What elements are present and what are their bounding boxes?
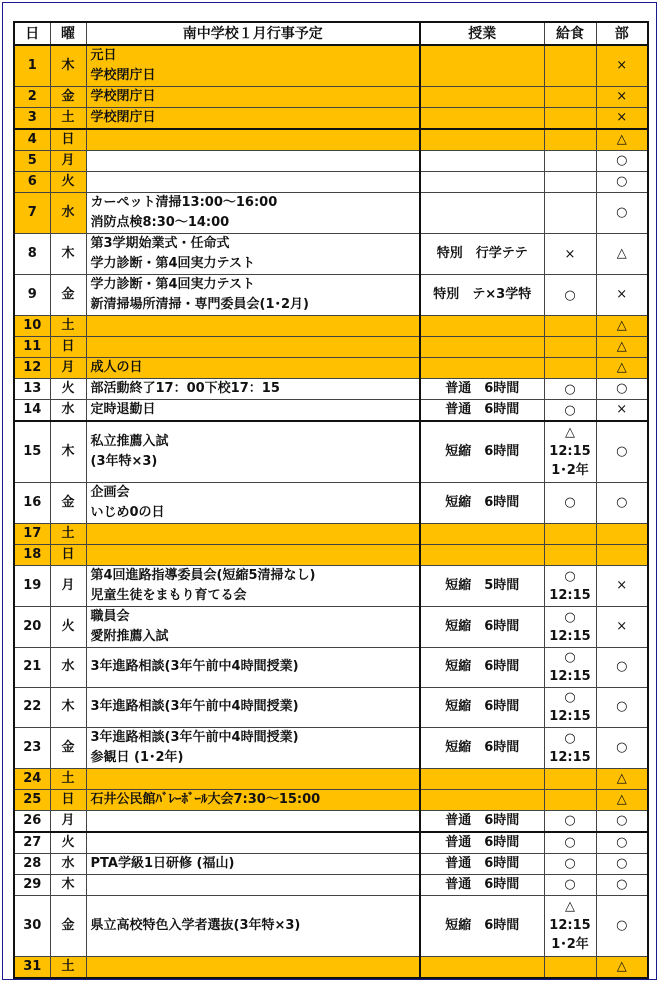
class-cell	[420, 108, 544, 130]
table-row	[14, 956, 648, 978]
event-cell	[86, 316, 420, 337]
class-cell: 短縮 6時間	[420, 421, 544, 482]
event-text: 3年進路相談(3年午前中4時間授業)	[90, 699, 299, 714]
lunch-cell	[544, 606, 596, 647]
weekday-cell: 水	[50, 400, 86, 422]
table-row	[14, 544, 648, 565]
date-cell: 2	[14, 87, 50, 108]
table-row	[14, 400, 648, 422]
lunch-cell	[544, 379, 596, 400]
weekday-cell: 水	[50, 647, 86, 687]
lunch-cell	[544, 727, 596, 768]
weekday-cell: 木	[50, 234, 86, 275]
lunch-cell	[544, 193, 596, 234]
table-row	[14, 337, 648, 358]
event-cell	[86, 544, 420, 565]
lunch-cell	[544, 544, 596, 565]
table-row	[14, 316, 648, 337]
club-cell: ×	[596, 45, 648, 87]
weekday-cell: 日	[50, 789, 86, 810]
event-text: 企画会	[90, 484, 130, 500]
table-row	[14, 482, 648, 523]
club-cell: ×	[596, 108, 648, 130]
class-cell: 普通 6時間	[420, 810, 544, 832]
event-cell	[86, 874, 420, 895]
table-row	[14, 768, 648, 789]
lunch-text: 1･2年	[551, 463, 589, 479]
class-cell: 短縮 6時間	[420, 727, 544, 768]
weekday-cell: 火	[50, 172, 86, 193]
weekday-cell: 日	[50, 337, 86, 358]
date-cell: 8	[14, 234, 50, 275]
weekday-cell: 日	[50, 544, 86, 565]
class-cell: 短縮 6時間	[420, 687, 544, 727]
lunch-text: 12:15	[549, 918, 591, 933]
class-cell	[420, 316, 544, 337]
club-cell: △	[596, 129, 648, 151]
class-cell	[420, 151, 544, 172]
club-cell: △	[596, 358, 648, 379]
event-cell	[86, 358, 420, 379]
lunch-cell	[544, 87, 596, 108]
lunch-text: ○	[564, 877, 576, 892]
class-cell	[420, 358, 544, 379]
lunch-cell	[544, 832, 596, 854]
class-cell: 短縮 6時間	[420, 895, 544, 956]
club-cell: △	[596, 789, 648, 810]
date-cell: 3	[14, 108, 50, 130]
lunch-cell	[544, 789, 596, 810]
event-text: 元日	[90, 48, 117, 63]
lunch-cell	[544, 895, 596, 956]
club-cell: ○	[596, 482, 648, 523]
lunch-text: 12:15	[549, 587, 591, 603]
club-cell: ○	[596, 832, 648, 854]
event-cell	[86, 151, 420, 172]
weekday-cell: 月	[50, 810, 86, 832]
weekday-cell: 土	[50, 956, 86, 978]
club-cell: △	[596, 234, 648, 275]
event-cell	[86, 523, 420, 544]
event-text: 学力診断・第4回実力テスト	[90, 256, 256, 271]
lunch-text: 12:15	[549, 444, 591, 460]
event-cell	[86, 482, 420, 523]
lunch-text: 12:15	[549, 669, 591, 684]
event-text: 学校閉庁日	[90, 89, 156, 104]
event-cell	[86, 234, 420, 275]
table-row	[14, 789, 648, 810]
lunch-cell	[544, 234, 596, 275]
lunch-cell	[544, 275, 596, 316]
event-text: 愛附推薦入試	[90, 628, 169, 644]
club-cell: ○	[596, 193, 648, 234]
event-cell	[86, 172, 420, 193]
club-cell: △	[596, 316, 648, 337]
lunch-cell	[544, 853, 596, 874]
class-cell	[420, 172, 544, 193]
class-cell: 特別 行学テテ	[420, 234, 544, 275]
lunch-cell	[544, 482, 596, 523]
club-cell: ○	[596, 810, 648, 832]
date-cell: 20	[14, 606, 50, 647]
club-cell: ○	[596, 647, 648, 687]
class-cell: 普通 6時間	[420, 379, 544, 400]
event-text: 成人の日	[90, 360, 143, 375]
table-row	[14, 275, 648, 316]
event-cell	[86, 45, 420, 87]
event-text: いじめ0の日	[90, 504, 165, 520]
weekday-cell: 木	[50, 687, 86, 727]
lunch-cell	[544, 400, 596, 422]
event-cell	[86, 129, 420, 151]
header-lunch: 給食	[544, 22, 596, 45]
event-cell	[86, 87, 420, 108]
event-text: PTA学級1日研修 (福山)	[90, 855, 235, 871]
club-cell: ○	[596, 379, 648, 400]
date-cell: 4	[14, 129, 50, 151]
class-cell	[420, 193, 544, 234]
class-cell: 普通 6時間	[420, 853, 544, 874]
club-cell: ○	[596, 895, 648, 956]
date-cell: 22	[14, 687, 50, 727]
lunch-text: ○	[564, 495, 576, 510]
class-cell	[420, 87, 544, 108]
event-cell	[86, 789, 420, 810]
table-row	[14, 647, 648, 687]
class-cell	[420, 544, 544, 565]
event-text: 参観日 (1･2年)	[90, 749, 184, 765]
weekday-cell: 金	[50, 895, 86, 956]
weekday-cell: 土	[50, 108, 86, 130]
event-text: 新清掃場所清掃・専門委員会(1･2月)	[90, 297, 309, 312]
table-row	[14, 853, 648, 874]
lunch-cell	[544, 421, 596, 482]
date-cell: 12	[14, 358, 50, 379]
event-cell	[86, 956, 420, 978]
lunch-cell	[544, 108, 596, 130]
event-text: 定時退勤日	[90, 402, 156, 417]
class-cell: 特別 テ×3学特	[420, 275, 544, 316]
club-cell: ○	[596, 853, 648, 874]
club-cell: ×	[596, 565, 648, 606]
weekday-cell: 金	[50, 275, 86, 316]
table-row	[14, 193, 648, 234]
schedule-table	[13, 21, 649, 979]
event-text: 第4回進路指導委員会(短縮5清掃なし)	[90, 567, 316, 583]
date-cell: 29	[14, 874, 50, 895]
club-cell: ×	[596, 606, 648, 647]
class-cell	[420, 523, 544, 544]
club-cell	[596, 523, 648, 544]
event-text: 職員会	[90, 608, 130, 624]
event-cell	[86, 379, 420, 400]
lunch-cell	[544, 337, 596, 358]
event-cell	[86, 606, 420, 647]
class-cell	[420, 956, 544, 978]
table-row	[14, 606, 648, 647]
header-row	[14, 22, 648, 45]
weekday-cell: 月	[50, 565, 86, 606]
weekday-cell: 土	[50, 523, 86, 544]
club-cell: ○	[596, 172, 648, 193]
table-row	[14, 523, 648, 544]
lunch-text: 12:15	[549, 628, 591, 644]
lunch-text: 12:15	[549, 709, 591, 724]
class-cell: 普通 6時間	[420, 400, 544, 422]
table-row	[14, 727, 648, 768]
weekday-cell: 金	[50, 87, 86, 108]
class-cell: 短縮 5時間	[420, 565, 544, 606]
table-row	[14, 172, 648, 193]
class-cell	[420, 768, 544, 789]
table-row	[14, 87, 648, 108]
event-text: 石井公民館ﾊﾞﾚｰﾎﾞｰﾙ大会7:30～15:00	[90, 791, 321, 807]
event-cell	[86, 421, 420, 482]
header-club: 部	[596, 22, 648, 45]
lunch-text: 1･2年	[551, 937, 589, 952]
lunch-text: ○	[564, 650, 576, 665]
club-cell: △	[596, 956, 648, 978]
club-cell: ×	[596, 275, 648, 316]
event-text: 学校閉庁日	[90, 68, 156, 83]
date-cell: 23	[14, 727, 50, 768]
lunch-text: ○	[564, 813, 576, 828]
event-text: 私立推薦入試	[90, 433, 169, 449]
weekday-cell: 水	[50, 853, 86, 874]
weekday-cell: 木	[50, 45, 86, 87]
date-cell: 17	[14, 523, 50, 544]
event-text: 学校閉庁日	[90, 110, 156, 125]
club-cell: ×	[596, 87, 648, 108]
class-cell: 短縮 6時間	[420, 647, 544, 687]
table-row	[14, 129, 648, 151]
date-cell: 11	[14, 337, 50, 358]
date-cell: 30	[14, 895, 50, 956]
event-cell	[86, 193, 420, 234]
weekday-cell: 月	[50, 358, 86, 379]
club-cell: ○	[596, 727, 648, 768]
weekday-cell: 木	[50, 874, 86, 895]
lunch-text: ○	[564, 856, 576, 871]
lunch-text: ×	[564, 246, 576, 262]
event-text: 学力診断・第4回実力テスト	[90, 277, 256, 292]
event-cell	[86, 727, 420, 768]
lunch-cell	[544, 565, 596, 606]
club-cell: ×	[596, 400, 648, 422]
date-cell: 7	[14, 193, 50, 234]
lunch-cell	[544, 129, 596, 151]
table-title: 南中学校１月行事予定	[86, 22, 420, 45]
date-cell: 10	[14, 316, 50, 337]
lunch-cell	[544, 151, 596, 172]
lunch-cell	[544, 358, 596, 379]
event-text: 3年進路相談(3年午前中4時間授業)	[90, 659, 299, 674]
class-cell	[420, 45, 544, 87]
table-row	[14, 379, 648, 400]
lunch-cell	[544, 316, 596, 337]
event-text: 県立高校特色入学者選抜(3年特×3)	[90, 917, 301, 933]
table-row	[14, 358, 648, 379]
date-cell: 6	[14, 172, 50, 193]
event-text: 児童生徒をまもり育てる会	[90, 587, 247, 603]
date-cell: 9	[14, 275, 50, 316]
header-class: 授業	[420, 22, 544, 45]
date-cell: 16	[14, 482, 50, 523]
header-date: 日	[14, 22, 50, 45]
lunch-text: ○	[564, 568, 576, 584]
date-cell: 24	[14, 768, 50, 789]
table-row	[14, 874, 648, 895]
date-cell: 21	[14, 647, 50, 687]
lunch-text: ○	[564, 609, 576, 625]
lunch-cell	[544, 810, 596, 832]
date-cell: 14	[14, 400, 50, 422]
lunch-text: ○	[564, 287, 576, 303]
date-cell: 31	[14, 956, 50, 978]
event-cell	[86, 687, 420, 727]
club-cell	[596, 544, 648, 565]
date-cell: 28	[14, 853, 50, 874]
event-text: 消防点検8:30～14:00	[90, 215, 230, 230]
date-cell: 26	[14, 810, 50, 832]
lunch-text: ○	[564, 730, 576, 746]
event-cell	[86, 810, 420, 832]
table-row	[14, 108, 648, 130]
table-row	[14, 234, 648, 275]
weekday-cell: 金	[50, 727, 86, 768]
weekday-cell: 火	[50, 606, 86, 647]
lunch-text: ○	[564, 690, 576, 705]
lunch-text: 12:15	[549, 749, 591, 765]
weekday-cell: 土	[50, 768, 86, 789]
lunch-text: ○	[564, 835, 576, 850]
weekday-cell: 木	[50, 421, 86, 482]
club-cell: ○	[596, 421, 648, 482]
lunch-cell	[544, 768, 596, 789]
club-cell: △	[596, 768, 648, 789]
lunch-text: △	[565, 899, 575, 914]
lunch-cell	[544, 523, 596, 544]
weekday-cell: 火	[50, 832, 86, 854]
table-row	[14, 810, 648, 832]
event-text: 3年進路相談(3年午前中4時間授業)	[90, 729, 299, 745]
table-row	[14, 421, 648, 482]
lunch-cell	[544, 172, 596, 193]
event-cell	[86, 853, 420, 874]
event-cell	[86, 337, 420, 358]
table-row	[14, 565, 648, 606]
event-cell	[86, 832, 420, 854]
lunch-text: ○	[564, 402, 576, 418]
lunch-cell	[544, 956, 596, 978]
lunch-cell	[544, 45, 596, 87]
class-cell: 普通 6時間	[420, 832, 544, 854]
class-cell: 短縮 6時間	[420, 482, 544, 523]
date-cell: 18	[14, 544, 50, 565]
class-cell: 短縮 6時間	[420, 606, 544, 647]
table-row	[14, 687, 648, 727]
lunch-text: △	[565, 425, 575, 441]
weekday-cell: 火	[50, 379, 86, 400]
event-cell	[86, 768, 420, 789]
weekday-cell: 月	[50, 151, 86, 172]
club-cell: ○	[596, 874, 648, 895]
event-cell	[86, 275, 420, 316]
event-cell	[86, 400, 420, 422]
club-cell: ○	[596, 151, 648, 172]
event-text: 第3学期始業式・任命式	[90, 236, 230, 251]
class-cell: 普通 6時間	[420, 874, 544, 895]
date-cell: 13	[14, 379, 50, 400]
weekday-cell: 水	[50, 193, 86, 234]
club-cell: ○	[596, 687, 648, 727]
table-row	[14, 45, 648, 87]
class-cell	[420, 789, 544, 810]
header-weekday: 曜	[50, 22, 86, 45]
lunch-cell	[544, 687, 596, 727]
table-row	[14, 151, 648, 172]
date-cell: 19	[14, 565, 50, 606]
weekday-cell: 日	[50, 129, 86, 151]
lunch-cell	[544, 874, 596, 895]
event-cell	[86, 565, 420, 606]
weekday-cell: 土	[50, 316, 86, 337]
date-cell: 15	[14, 421, 50, 482]
event-cell	[86, 647, 420, 687]
table-row	[14, 832, 648, 854]
lunch-text: ○	[564, 381, 576, 397]
date-cell: 25	[14, 789, 50, 810]
class-cell	[420, 337, 544, 358]
event-text: 部活動終了17：00下校17：15	[90, 381, 280, 396]
class-cell	[420, 129, 544, 151]
event-cell	[86, 108, 420, 130]
date-cell: 1	[14, 45, 50, 87]
event-text: カーペット清掃13:00～16:00	[90, 195, 278, 210]
event-cell	[86, 895, 420, 956]
weekday-cell: 金	[50, 482, 86, 523]
lunch-cell	[544, 647, 596, 687]
table-row	[14, 895, 648, 956]
event-text: (3年特×3)	[90, 453, 158, 469]
club-cell: △	[596, 337, 648, 358]
date-cell: 27	[14, 832, 50, 854]
date-cell: 5	[14, 151, 50, 172]
